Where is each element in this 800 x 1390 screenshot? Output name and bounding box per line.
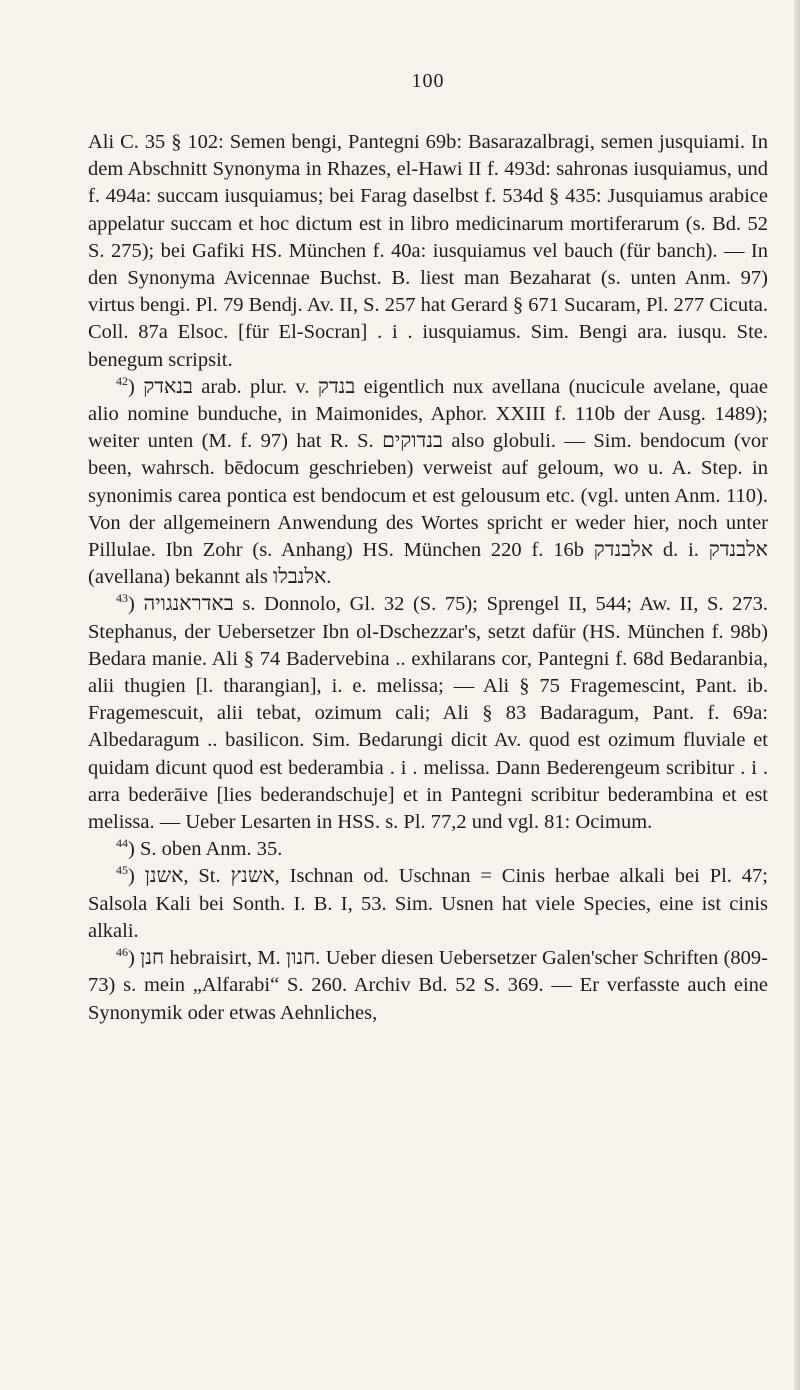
footnote-number: 45 [116, 863, 128, 878]
footnote-number: 46 [116, 945, 128, 960]
footnote-text: ) באדראנגויה s. Donnolo, Gl. 32 (S. 75); Sprengel II, 544; Aw. II, S. 273. Stephanus, der Uebersetzer Ibn ol-Dschezzar's, setzt dafür (HS. München f. 98b) Bedara manie. Ali § 74 Badervebina .. exhilarans cor, Pantegni f. 68d Bedaranbia, alii thugien [l. tharangian], i. e. melissa; — Ali § 75 Fragemescint, Pant. ib. Fragemescuit, alii tebat, ozimum cali; Ali § 83 Badaragum, Pant. f. 69a: Albedaragum .. basilicon. Sim. Bedarungi dicit Av. quod est ozimum fluviale et quidam dicunt quod est bederambia . i . melissa. Dann Bederengeum scribitur . i . arra bederāive [lies bederandschuje] et in Pantegni scribitur bederambina et est melissa. — Ueber Lesarten in HSS. s. Pl. 77,2 und vgl. 81: Ocimum. [88, 593, 768, 834]
footnote-text: ) חנן hebraisirt, M. חנון. Ueber diesen Uebersetzer Galen'scher Schriften (809-73) s. mein „Alfarabi“ S. 260. Archiv Bd. 52 S. 369. — Er verfasste auch eine Synonymik oder etwas Aehnliches, [88, 947, 768, 1024]
footnote-number: 44 [116, 836, 128, 851]
paragraph-text: Ali C. 35 § 102: Semen bengi, Pantegni 69b: Basarazalbragi, semen jusquiami. In dem Abschnitt Synonyma in Rhazes, el-Hawi II f. 493d: sahronas iusquiamus, und f. 494a: succam iusquiamus; bei Farag daselbst f. 534d § 435: Jusquiamus arabice appelatur succam et hoc dictum est in libro medicinarum mortiferarum (s. Bd. 52 S. 275); bei Gafiki HS. München f. 40a: iusquiamus vel bauch (für banch). — In den Synonyma Avicennae Buchst. B. liest man Bezaharat (s. unten Anm. 97) virtus bengi. Pl. 79 Bendj. Av. II, S. 257 hat Gerard § 671 Sucaram, Pl. 277 Cicuta. Coll. 87a Elsoc. [für El-Socran] . i . iusquiamus. Sim. Bengi ara. iusqu. Ste. benegum scripsit. [88, 131, 768, 371]
footnote-46 [88, 945, 768, 1027]
footnote-42 [88, 374, 768, 592]
footnote-44 [88, 836, 768, 863]
footnote-number: 43 [116, 591, 128, 606]
footnote-text: ) אשנן, St. אשנץ, Ischnan od. Uschnan = Cinis herbae alkali bei Pl. 47; Salsola Kali bei Sonth. I. B. I, 53. Sim. Usnen hat viele Species, eine ist cinis alkali. [88, 865, 768, 942]
footnote-43 [88, 591, 768, 836]
page-edge-shadow [794, 0, 800, 1390]
footnote-text: ) S. oben Anm. 35. [128, 838, 283, 861]
footnote-45 [88, 863, 768, 945]
page-body [88, 129, 768, 1027]
footnote-text: ) בנאדק arab. plur. v. בנדק eigentlich nux avellana (nucicule avelane, quae alio nomine bunduche, in Maimonides, Aphor. XXIII f. 110b der Ausg. 1489); weiter unten (M. f. 97) hat R. S. בנדוקים also globuli. — Sim. bendocum (vor been, wahrsch. bēdocum geschrieben) verweist auf geloum, wo u. A. Step. in synonimis carea pontica est bendocum et est gelousum etc. (vgl. unten Anm. 110). Von der allgemeinern Anwendung des Wortes spricht er weder hier, noch unter Pillulae. Ibn Zohr (s. Anhang) HS. München 220 f. 16b אלבנדק d. i. אלבנדק (avellana) bekannt als אלנבלו. [88, 375, 769, 589]
footnote-number: 42 [116, 374, 128, 388]
page-number: 100 [411, 70, 445, 92]
paragraph-continuation [88, 129, 768, 374]
